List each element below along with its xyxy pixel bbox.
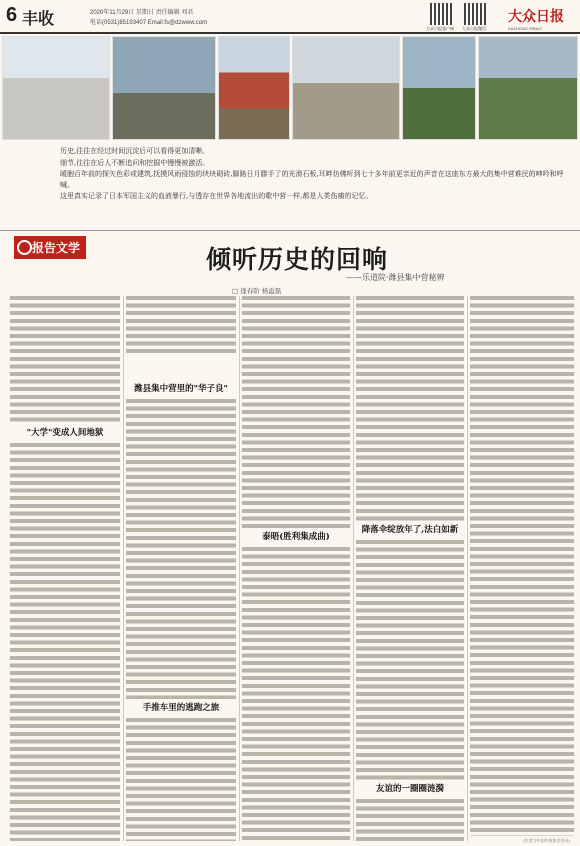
intro-text: 历史,往往在经过时间沉淀后可以看得更加清晰。 细节,往往在后人不断追问和挖掘中慢慢被激活。 暖胞百年前的探矢色彩或建筑,抚摸风雨侵蚀的块块砌砖,脚路日月滕手了的光滑石板,耳畔仿佛听到七十多年前更亲近的声音在这座东方最大的集中营难民的呻吟和呼喊。 这里真实记录了日本军国主义的血液暴行,与透存在世界各地流出的歌中营一样,都是人类伤痛的记忆。 [60,147,564,200]
article-title: 倾听历史的回响 [206,245,389,274]
qr-caption-left: 大众日报客户端 [426,26,454,31]
column-rule [467,296,468,841]
column-rule [123,296,124,841]
section-heading: 降落伞绽放年了,法白如新 [361,525,459,535]
section-heading: 手推车里的逃跑之旅 [142,703,220,713]
newspaper-logo: 大众日报 DAZHONG RIBAO [508,9,564,31]
section-heading: 泰晤(胜利集成曲) [262,532,330,542]
page-header [0,0,580,34]
photo-strip [0,36,580,140]
body-column-3 [242,296,350,841]
body-column-5 [470,296,574,841]
edit-info: 2020年11月29日 星期日 责任编辑 刘君 [90,10,194,16]
contact-info: 电话(0531)85193407 Email:fs@dzwww.com [90,20,208,26]
qr-code-icon [464,3,486,25]
column-badge: 报告文学 [14,236,122,266]
divider [0,230,580,231]
photo-building [218,36,290,140]
photo-gate [112,36,216,140]
section-heading: "大学"变成人间地狱 [26,428,104,438]
photo-tree-building [402,36,476,140]
page-number: 6 [6,4,18,26]
author-note: (作者为中国作家协会会员) [523,838,570,843]
byline: □ 逄春阶 杨溢磊 [232,287,282,295]
qr-caption-right: 大众日报微信 [462,26,486,31]
article-subtitle: ——乐道院·潍县集中营秘辨 [346,273,445,282]
section-heading: 友谊的一圈圈涟漪 [375,784,444,794]
body-column-1 [10,296,120,841]
section-heading: 潍县集中营里的"华子良" [134,384,228,394]
column-rule [353,296,354,841]
column-rule [239,296,240,841]
qr-code-icon [430,3,452,25]
body-column-4 [356,296,464,841]
body-column-2 [126,296,236,841]
photo-garden [478,36,578,140]
section-name: 丰收 [22,9,55,28]
photo-memorial-stone [2,36,110,140]
photo-courtyard [292,36,400,140]
